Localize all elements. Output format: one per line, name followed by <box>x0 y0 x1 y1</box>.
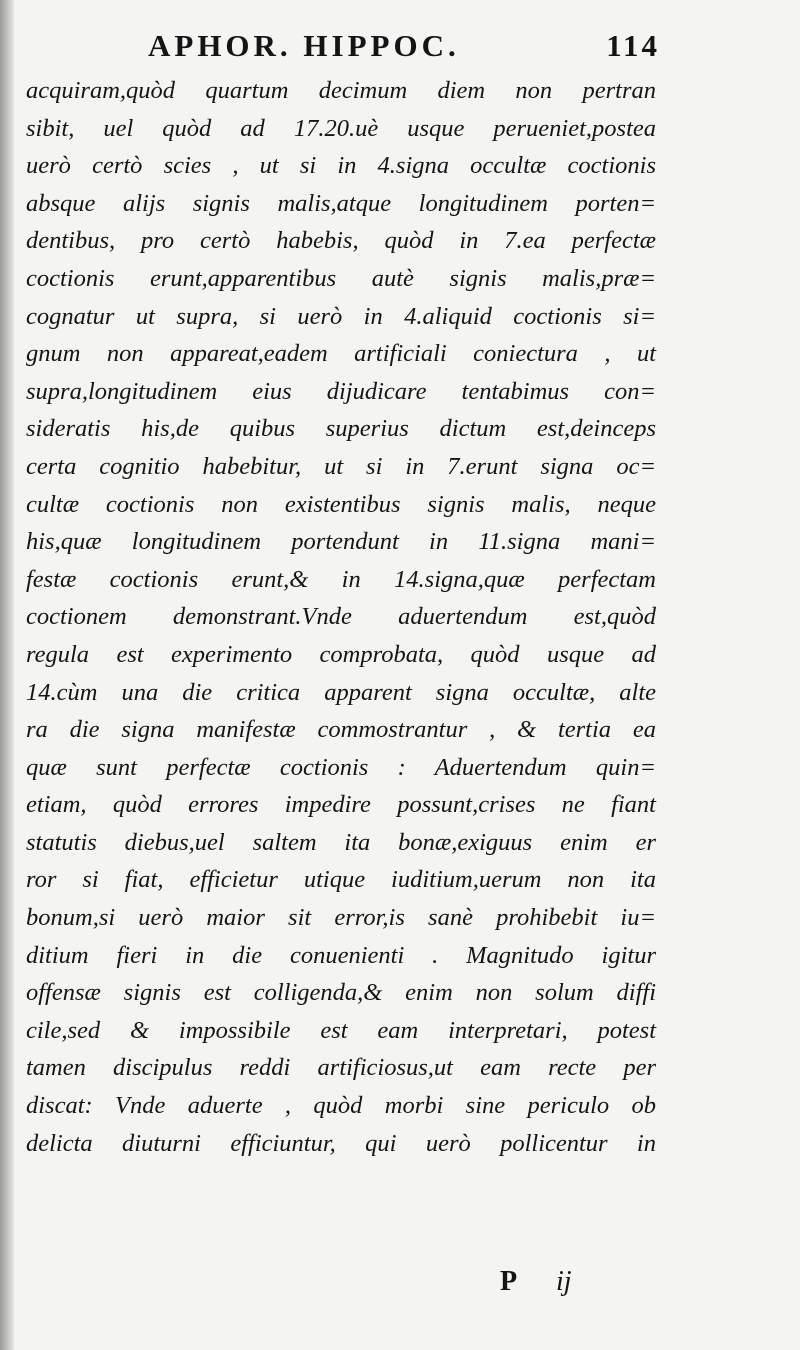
running-head: APHOR. HIPPOC. <box>148 28 460 63</box>
signature-number: ij <box>556 1266 572 1297</box>
page-gutter-shadow <box>0 0 14 1350</box>
text-line: cile,sed & impossibile est eam interpretari, potest <box>26 1016 656 1044</box>
text-line: gnum non appareat,eadem artificiali coniectura , ut <box>26 340 656 368</box>
text-line: absque alijs signis malis,atque longitudinem porten= <box>26 189 656 217</box>
text-line: cultæ coctionis non existentibus signis malis, neque <box>26 490 656 518</box>
text-line: bonum,si uerò maior sit error,is sanè prohibebit iu= <box>26 904 656 932</box>
text-line: certa cognitio habebitur, ut si in 7.erunt signa oc= <box>26 452 656 480</box>
text-line: tamen discipulus reddi artificiosus,ut eam recte per <box>26 1054 656 1082</box>
text-line: sideratis his,de quibus superius dictum est,deinceps <box>26 415 656 443</box>
text-line: supra,longitudinem eius dijudicare tentabimus con= <box>26 377 656 405</box>
text-line: sibit, uel quòd ad 17.20.uè usque perueniet,postea <box>26 114 656 142</box>
text-line: statutis diebus,uel saltem ita bonæ,exiguus enim er <box>26 828 656 856</box>
page-number: 114 <box>606 28 660 63</box>
text-line: 14.cùm una die critica apparent signa occultæ, alte <box>26 678 656 706</box>
text-line: quæ sunt perfectæ coctionis : Aduertendum quin= <box>26 753 656 781</box>
text-line: ditium fieri in die conuenienti . Magnitudo igitur <box>26 941 656 969</box>
text-line: uerò certò scies , ut si in 4.signa occultæ coctionis <box>26 152 656 180</box>
text-line: cognatur ut supra, si uerò in 4.aliquid coctionis si= <box>26 302 656 330</box>
text-line: delicta diuturni efficiuntur, qui uerò pollicentur in <box>26 1129 656 1157</box>
text-line: dentibus, pro certò habebis, quòd in 7.ea perfectæ <box>26 227 656 255</box>
body-text <box>26 72 656 1162</box>
text-line: coctionem demonstrant.Vnde aduertendum est,quòd <box>26 603 656 631</box>
text-line: regula est experimento comprobata, quòd usque ad <box>26 640 656 668</box>
text-line: his,quæ longitudinem portendunt in 11.signa mani= <box>26 528 656 556</box>
text-line: ra die signa manifestæ commostrantur , & tertia ea <box>26 716 656 744</box>
text-line: festæ coctionis erunt,& in 14.signa,quæ perfectam <box>26 565 656 593</box>
text-line: coctionis erunt,apparentibus autè signis malis,præ= <box>26 264 656 292</box>
signature-mark: P <box>500 1266 518 1297</box>
text-line: ror si fiat, efficietur utique iuditium,uerum non ita <box>26 866 656 894</box>
page-footer <box>500 1266 620 1306</box>
text-line: offensæ signis est colligenda,& enim non solum diffi <box>26 979 656 1007</box>
page-header <box>140 28 660 68</box>
text-line: etiam, quòd errores impedire possunt,crises ne fiant <box>26 791 656 819</box>
text-line: discat: Vnde aduerte , quòd morbi sine periculo ob <box>26 1092 656 1120</box>
text-line: acquiram,quòd quartum decimum diem non pertran <box>26 77 656 104</box>
